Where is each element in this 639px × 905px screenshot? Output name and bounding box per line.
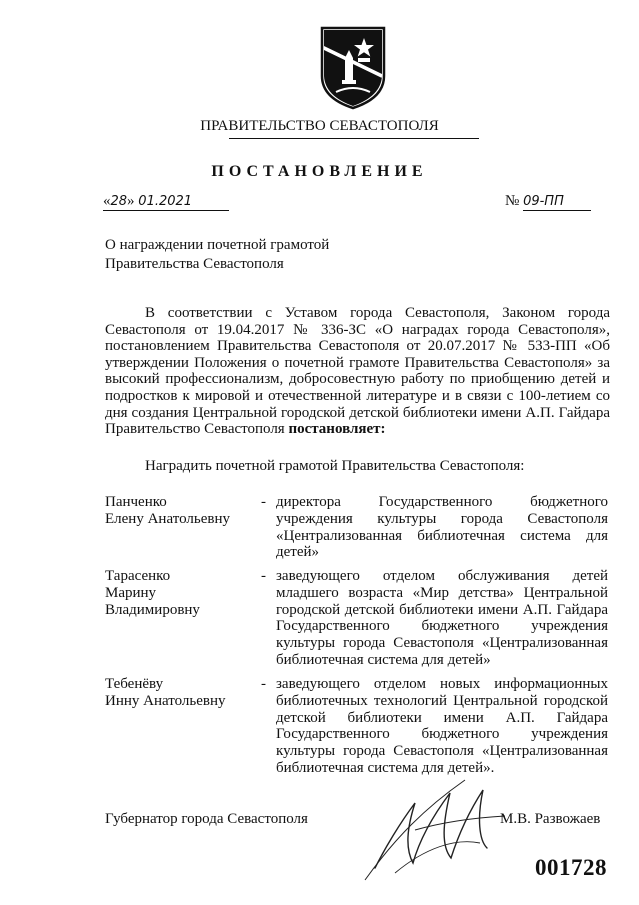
signatory-name: М.В. Развожаев: [500, 811, 601, 827]
awardee-position: директора Государственного бюджетного учреждения культуры города Севастополя «Централизованная библиотечная система для детей»: [276, 494, 608, 561]
document-date: [103, 193, 229, 211]
resolves-word: постановляет: [288, 421, 381, 438]
date-open-quote: «: [103, 193, 111, 209]
awardee-given-names: Елену Анатольевну: [105, 510, 230, 527]
awardee-dash: -: [261, 494, 266, 510]
awardee-dash: -: [261, 676, 266, 692]
number-label: №: [505, 193, 520, 209]
awardee-position: заведующего отделом новых информационных библиотечных технологий Центральной городской детской библиотеки имени А.П. Гайдара Государственного бюджетного учреждения культуры города Севастополя «Централизованная библиотечная система для детей».: [276, 676, 608, 776]
document-subject: [105, 236, 329, 274]
handwritten-signature-icon: [355, 768, 515, 888]
signatory-title: Губернатор города Севастополя: [105, 811, 308, 827]
awardee-surname: Тарасенко: [105, 568, 171, 584]
awardee-name: [105, 568, 200, 618]
awardee-given-names: Инну Анатольевну: [105, 692, 226, 709]
date-close-quote: »: [127, 193, 135, 209]
award-line: Наградить почетной грамотой Правительства Севастополя:: [145, 458, 525, 474]
awardee-surname: Панченко: [105, 494, 167, 510]
date-day: 28: [110, 194, 128, 209]
awardee-patronymic: Владимировну: [105, 601, 200, 618]
awardee-dash: -: [261, 568, 266, 584]
awardee-surname: Тебенёву: [105, 676, 164, 692]
awardee-name: [105, 494, 230, 528]
resolves-colon: :: [380, 421, 386, 438]
organization-name: ПРАВИТЕЛЬСТВО СЕВАСТОПОЛЯ: [200, 118, 439, 134]
awardee-name: [105, 676, 226, 710]
awardee-given-name: Марину: [105, 584, 157, 601]
subject-line-1: О награждении почетной грамотой: [105, 237, 330, 253]
subject-line-2: Правительства Севастополя: [105, 256, 284, 272]
preamble-paragraph: [105, 305, 610, 438]
sevastopol-coat-of-arms-icon: [318, 24, 388, 110]
date-month-year: 01.2021: [138, 194, 193, 209]
preamble-text: В соответствии с Уставом города Севастополя, Законом города Севастополя от 19.04.2017 № 336-ЗС «О наградах города Севастополя», постановлением Правительства Севастополя от 20.07.2017 № 533-ПП «Об утверждении Положения о почетной грамоте Правительства Севастополя» за высокий профессионализм, добросовестную работу по приобщению детей и подростков к мировой и отечественной литературе и в связи с 100-летием со дня создания Центральной городской детской библиотеки имени А.П. Гайдара Правительство Севастополя: [105, 305, 610, 438]
registration-number: 001728: [535, 855, 607, 880]
number-value: 09-ПП: [523, 194, 564, 209]
document-number: [505, 193, 591, 211]
awardee-position: заведующего отделом обслуживания детей младшего возраста «Мир детства» Центральной городской детской библиотеки имени А.П. Гайдара Государственного бюджетного учреждения культуры города Севастополя «Централизованная библиотечная система для детей»: [276, 568, 608, 668]
document-type-title: ПОСТАНОВЛЕНИЕ: [211, 163, 428, 180]
header-divider: [229, 138, 479, 139]
